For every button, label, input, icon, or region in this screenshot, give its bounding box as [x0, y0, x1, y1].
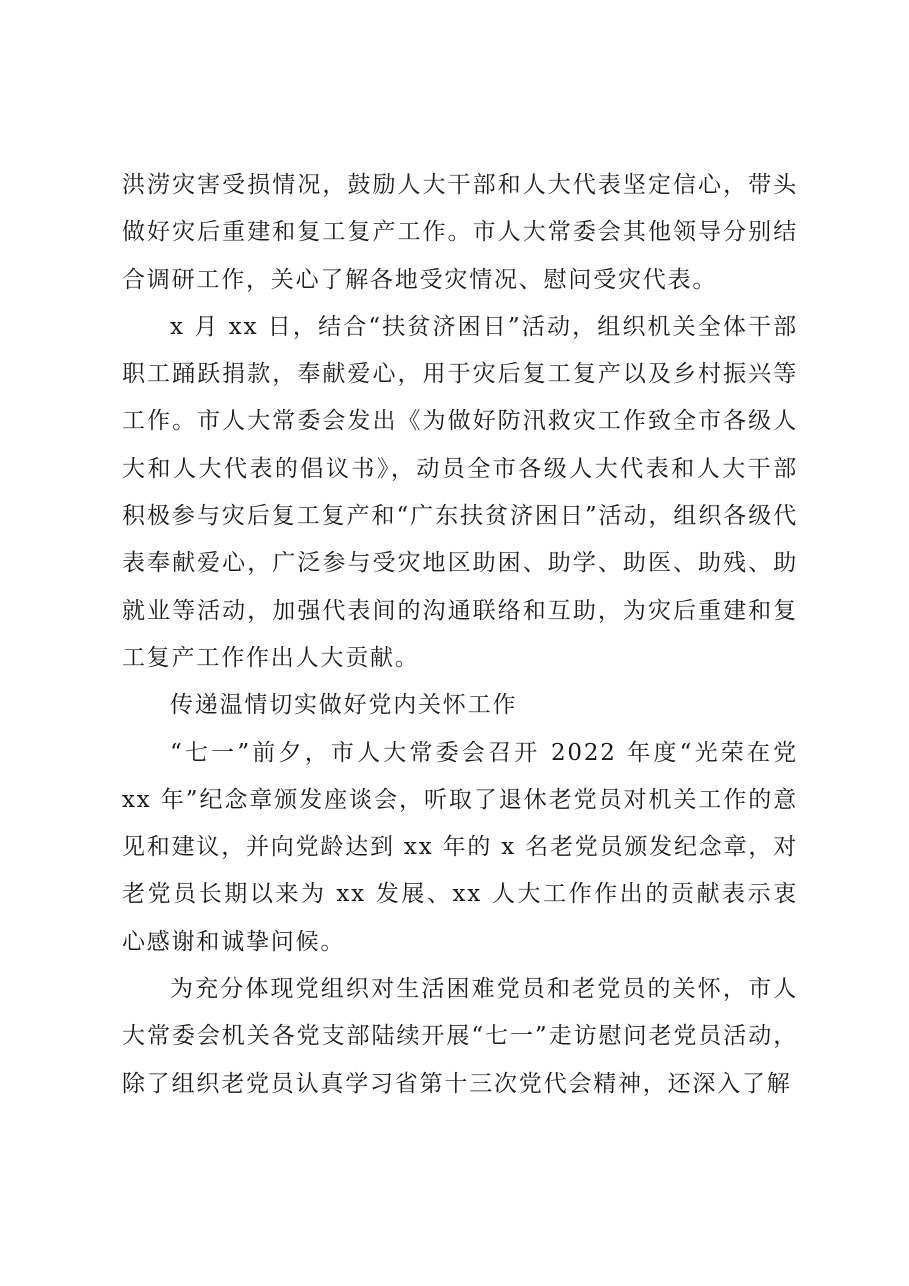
- paragraph-july-first-medals: “七一”前夕，市人大常委会召开 2022 年度“光荣在党 xx 年”纪念章颁发座谈会，听取了退休老党员对机关工作的意见和建议，并向党龄达到 xx 年的 x 名老党员颁发纪念章，对老党员长期以来为 xx 发展、xx 人大工作作出的贡献表示衷心感谢和诚挚问候。: [122, 739, 798, 955]
- document-body: [122, 162, 798, 1108]
- paragraph-poverty-relief-day: x 月 xx 日，结合“扶贫济困日”活动，组织机关全体干部职工踊跃捐款，奉献爱心，用于灾后复工复产以及乡村振兴等工作。市人大常委会发出《为做好防汛救灾工作致全市各级人大和人大代表的倡议书》，动员全市各级人大代表和人大干部积极参与灾后复工复产和“广东扶贫济困日”活动，组织各级代表奉献爱心，广泛参与受灾地区助困、助学、助医、助残、助就业等活动，加强代表间的沟通联络和互助，为灾后重建和复工复产工作作出人大贡献。: [122, 313, 798, 671]
- paragraph-visiting-veterans: 为充分体现党组织对生活困难党员和老党员的关怀，市人大常委会机关各党支部陆续开展“七一”走访慰问老党员活动，除了组织老党员认真学习省第十三次党代会精神，还深入了解: [122, 976, 798, 1097]
- paragraph-flood-support: 洪涝灾害受损情况，鼓励人大干部和人大代表坚定信心，带头做好灾后重建和复工复产工作。市人大常委会其他领导分别结合调研工作，关心了解各地受灾情况、慰问受灾代表。: [122, 172, 798, 293]
- section-heading-party-care: 传递温情切实做好党内关怀工作: [170, 692, 518, 719]
